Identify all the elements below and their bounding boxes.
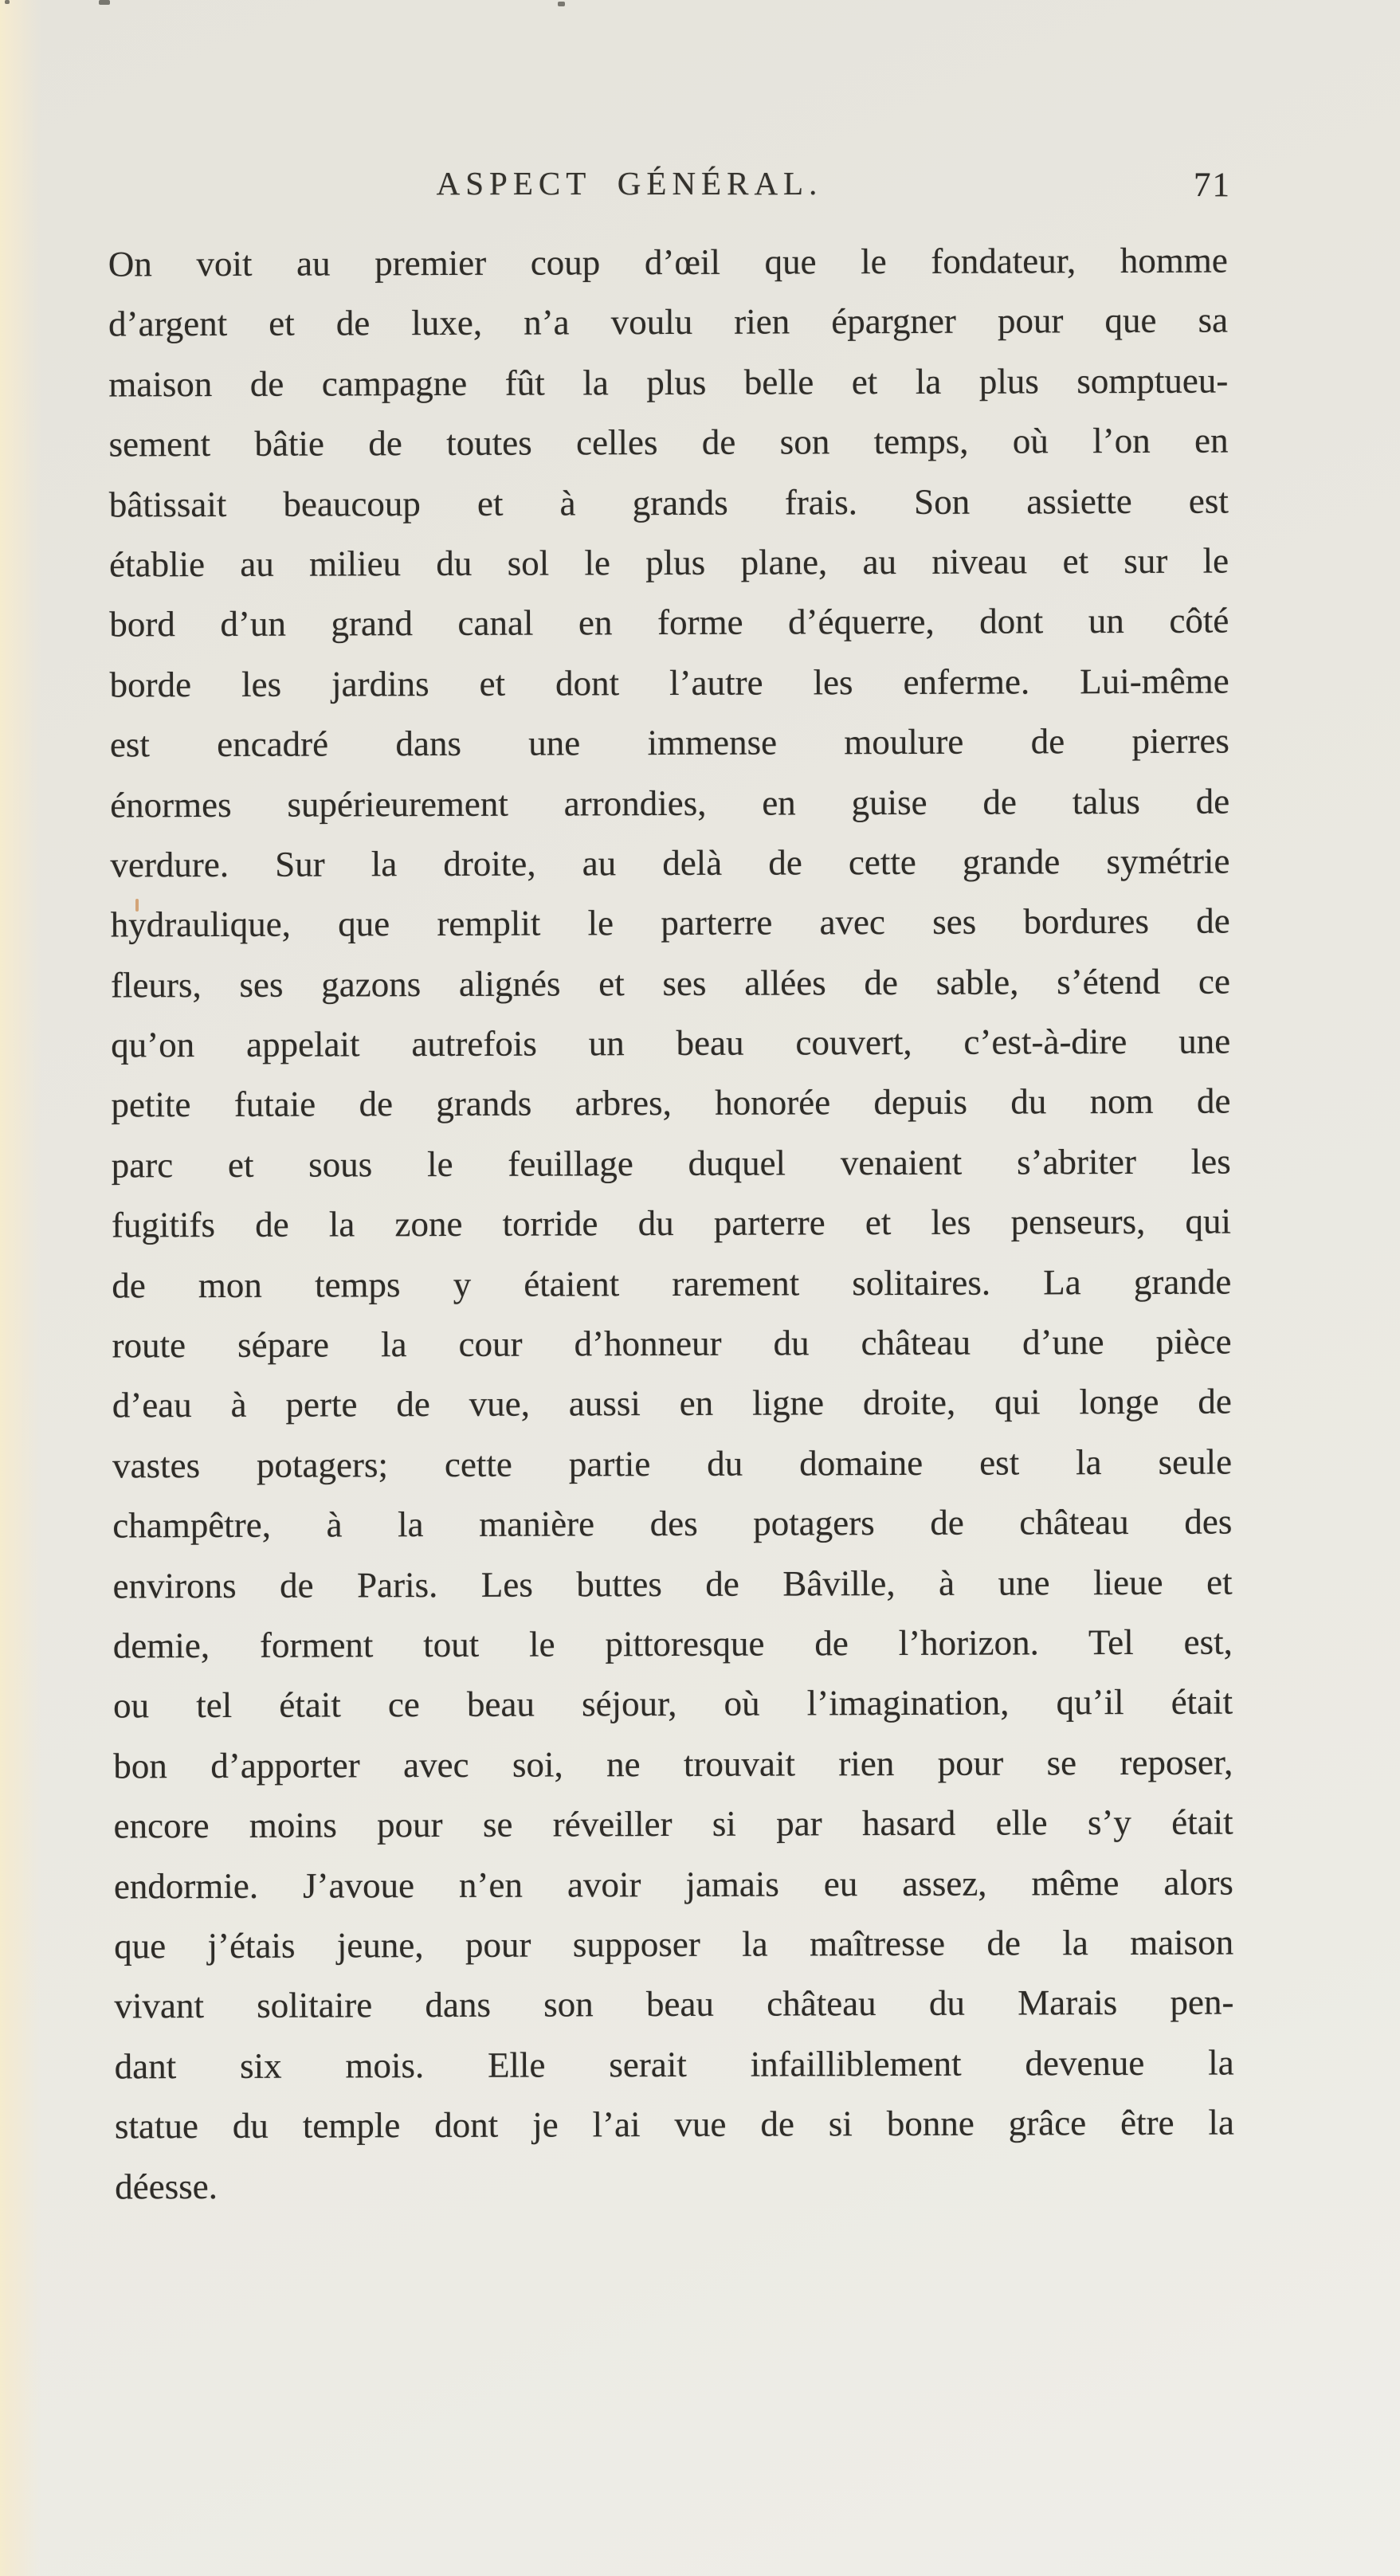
text-line: demie, forment tout le pittoresque de l’horizon. Tel est, xyxy=(112,1621,1233,1666)
text-line: est encadré dans une immense moulure de pierres xyxy=(109,720,1229,765)
running-head xyxy=(112,164,1231,210)
text-line: petite futaie de grands arbres, honorée depuis du nom de xyxy=(111,1081,1231,1125)
body-text xyxy=(108,231,1235,2217)
text-line: de mon temps y étaient rarement solitaires. La grande xyxy=(112,1261,1232,1306)
text-line: vastes potagers; cette partie du domaine est la seule xyxy=(112,1441,1233,1486)
text-line: verdure. Sur la droite, au delà de cette grande symétrie xyxy=(110,841,1230,885)
scan-speck xyxy=(5,0,10,4)
text-line: déesse. xyxy=(115,2166,218,2206)
text-line: bâtissait beaucoup et à grands frais. Son assiette est xyxy=(108,480,1229,525)
text-line: bon d’apporter avec soi, ne trouvait rien pour se reposer, xyxy=(113,1742,1233,1786)
page-number: 71 xyxy=(1194,167,1231,204)
text-line: encore moins pour se réveiller si par hasard elle s’y était xyxy=(113,1802,1233,1846)
text-line: borde les jardins et dont l’autre les enferme. Lui-même xyxy=(109,661,1229,705)
text-line: fugitifs de la zone torride du parterre et les penseurs, qui xyxy=(111,1201,1232,1245)
text-line: fleurs, ses gazons alignés et ses allées de sable, s’étend ce xyxy=(110,961,1231,1006)
text-line: champêtre, à la manière des potagers de château des xyxy=(112,1501,1233,1546)
text-line: route sépare la cour d’honneur du château d’une pièce xyxy=(112,1321,1232,1366)
text-line: sement bâtie de toutes celles de son temps, où l’on en xyxy=(108,420,1229,465)
text-line: d’eau à perte de vue, aussi en ligne droite, qui longe de xyxy=(112,1381,1232,1425)
text-line: hydraulique, que remplit le parterre avec ses bordures de xyxy=(110,900,1230,945)
text-line: bord d’un grand canal en forme d’équerre, dont un côté xyxy=(109,600,1229,645)
text-line: ou tel était ce beau séjour, où l’imagination, qu’il était xyxy=(113,1681,1233,1726)
text-line: statue du temple dont je l’ai vue de si bonne grâce être la xyxy=(114,2102,1235,2147)
text-line: qu’on appelait autrefois un beau couvert, c’est-à-dire une xyxy=(111,1021,1231,1065)
text-line: environs de Paris. Les buttes de Bâville, à une lieue et xyxy=(112,1562,1233,1606)
scan-speck xyxy=(99,0,110,5)
text-line: vivant solitaire dans son beau château du Marais pen- xyxy=(114,1982,1234,2026)
page-title: ASPECT GÉNÉRAL. xyxy=(436,165,823,202)
text-line: que j’étais jeune, pour supposer la maîtresse de la maison xyxy=(114,1922,1234,1966)
text-line: On voit au premier coup d’œil que le fondateur, homme xyxy=(108,240,1228,284)
text-line: énormes supérieurement arrondies, en guise de talus de xyxy=(110,781,1230,825)
text-line: parc et sous le feuillage duquel venaient s’abriter les xyxy=(111,1141,1231,1186)
text-line: maison de campagne fût la plus belle et la plus somptueu- xyxy=(108,360,1229,405)
text-line: d’argent et de luxe, n’a voulu rien épargner pour que sa xyxy=(108,300,1229,344)
scan-speck xyxy=(558,2,565,6)
text-line: dant six mois. Elle serait infailliblement devenue la xyxy=(114,2042,1234,2087)
text-line: endormie. J’avoue n’en avoir jamais eu assez, même alors xyxy=(113,1862,1233,1906)
page-left-edge xyxy=(0,0,41,2576)
text-line: établie au milieu du sol le plus plane, au niveau et sur le xyxy=(109,540,1229,585)
